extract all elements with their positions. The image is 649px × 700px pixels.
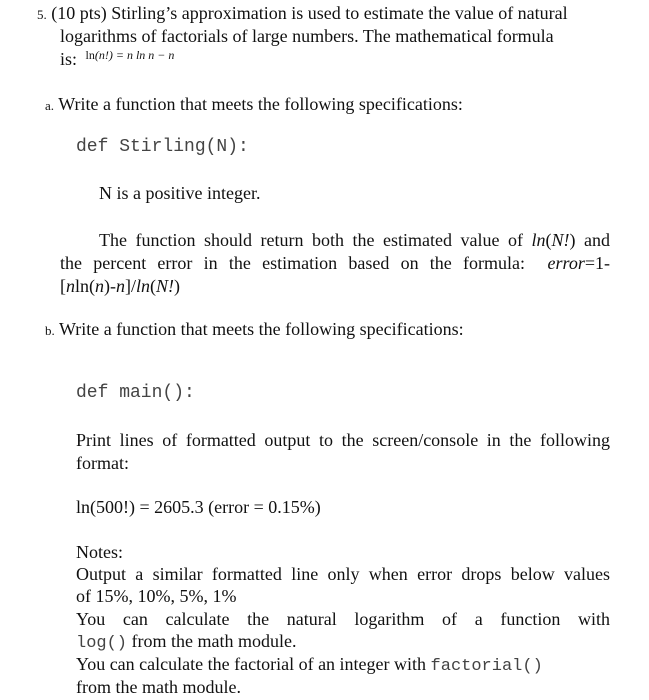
stirling-desc-line1: The function should return both the estimated value of ln(N!) and (99, 230, 610, 250)
notes-title: Notes: (76, 542, 123, 562)
formula-lhs: (n!) (94, 48, 113, 62)
stirling-formula (86, 48, 175, 62)
notes-line5-text: You can calculate the factorial of an integer with (76, 654, 431, 674)
problem-formula-row (60, 49, 174, 70)
notes-line3: You can calculate the natural logarithm of a function with (76, 609, 610, 629)
part-b-heading-text: Write a function that meets the following specifications: (58, 319, 464, 339)
notes-line5 (76, 654, 543, 676)
notes-line4-text: from the math module. (127, 631, 297, 651)
notes-line4 (76, 631, 296, 653)
part-b-heading (45, 319, 464, 340)
formula-ln: ln (85, 48, 95, 62)
stirling-desc-line3: [nln(n)-n]/ln(N!) (60, 276, 181, 296)
notes-line1: Output a similar formatted line only when error drops below values (76, 564, 610, 584)
example-output: ln(500!) = 2605.3 (error = 0.15%) (76, 497, 321, 517)
problem-intro-line2: logarithms of factorials of large numbers. The mathematical formula (60, 26, 554, 46)
part-a-marker: a. (45, 98, 55, 113)
problem-intro-line1: Stirling’s approximation is used to estimate the value of natural (111, 3, 568, 23)
part-a-heading-text: Write a function that meets the following specifications: (58, 94, 463, 114)
notes-line2: of 15%, 10%, 5%, 1% (76, 586, 237, 606)
main-def: def main(): (76, 383, 195, 403)
stirling-desc-line2: the percent error in the estimation based on the formula: error=1- (60, 253, 610, 273)
print-line2: format: (76, 453, 129, 473)
stirling-spec: N is a positive integer. (99, 183, 261, 203)
problem-number: 5. (37, 7, 47, 22)
print-line1: Print lines of formatted output to the screen/console in the following (76, 430, 610, 450)
stirling-def: def Stirling(N): (76, 137, 249, 157)
log-code: log() (76, 634, 128, 653)
problem-header (37, 3, 568, 24)
part-b-marker: b. (45, 323, 55, 338)
formula-rhs: = n ln n − n (115, 48, 175, 62)
factorial-code: factorial() (430, 657, 543, 676)
is-label: is: (60, 49, 78, 69)
notes-line6: from the math module. (76, 677, 241, 697)
problem-points: (10 pts) (51, 3, 107, 23)
part-a-heading (45, 94, 463, 115)
